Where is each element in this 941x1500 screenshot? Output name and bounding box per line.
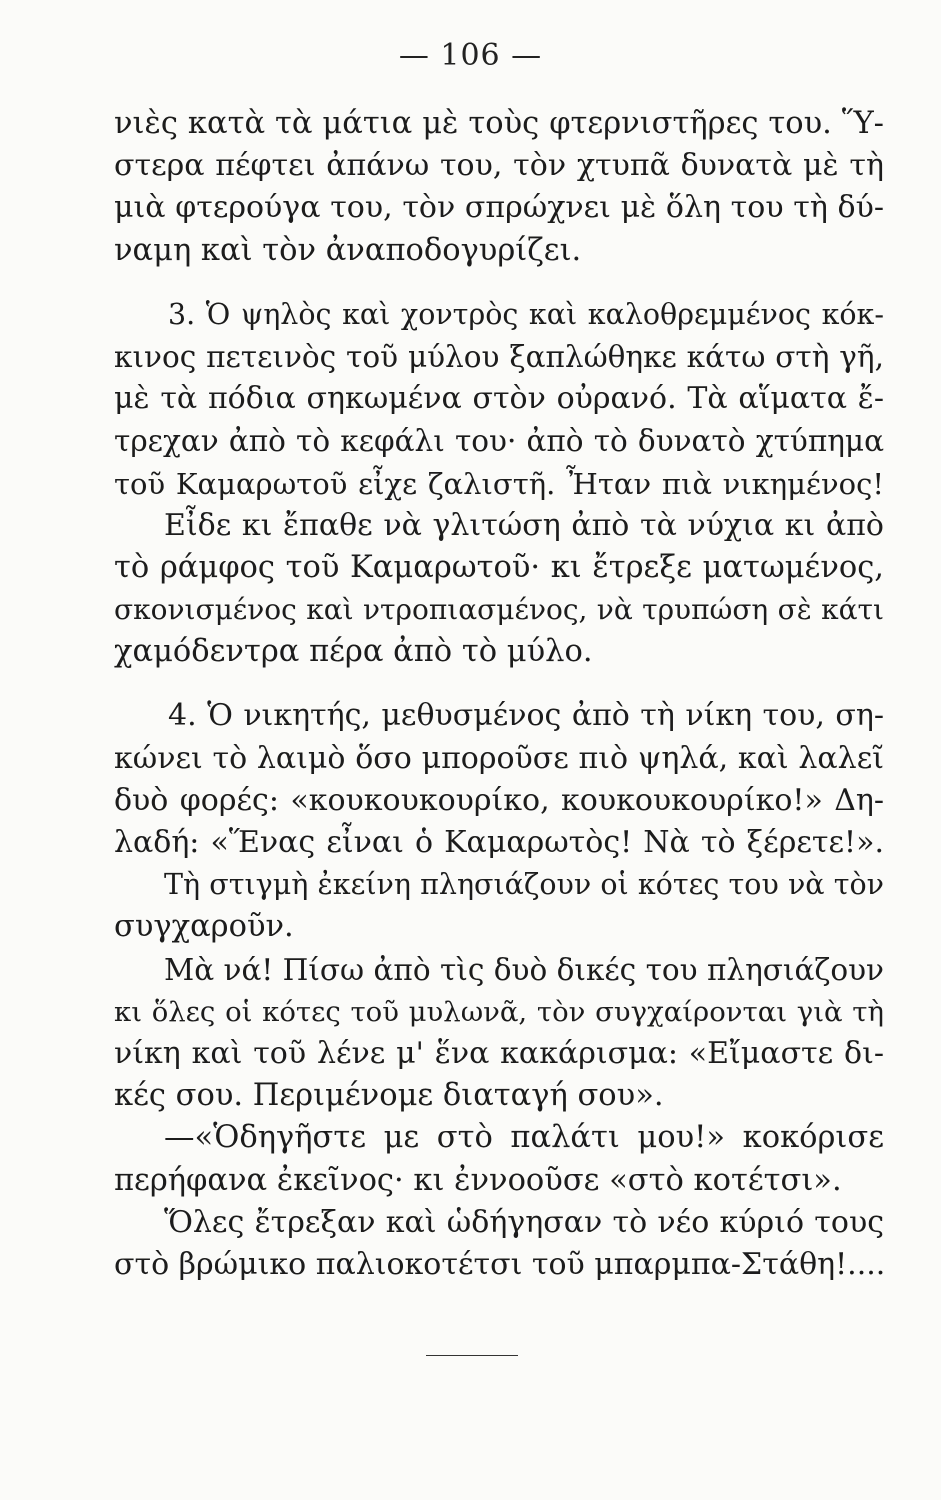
text-line: Εἶδε κι ἔπαθε νὰ γλιτώση ἀπὸ τὰ νύχια κι ἀπὸ xyxy=(164,507,884,543)
text-line: μιὰ φτερούγα του, τὸν σπρώχνει μὲ ὅλη του τὴ δύ- xyxy=(114,190,884,226)
page-number: — 106 — xyxy=(398,38,543,73)
text-line: 3. Ὁ ψηλὸς καὶ χοντρὸς καὶ καλοθρεμμένος κόκ- xyxy=(168,297,884,331)
text-line: συγχαροῦν. xyxy=(114,909,294,945)
text-line: Τὴ στιγμὴ ἐκείνη πλησιάζουν οἱ κότες του νὰ τὸν xyxy=(164,868,884,902)
text-line: σκονισμένος καὶ ντροπιασμένος, νὰ τρυπώση σὲ κάτι xyxy=(114,593,884,627)
text-line: λαδή: «Ἕνας εἶναι ὁ Καμαρωτὸς! Νὰ τὸ ξέρετε!». xyxy=(114,825,884,860)
text-line: Μὰ νά! Πίσω ἀπὸ τὶς δυὸ δικές του πλησιάζουν xyxy=(164,952,884,987)
text-line: μὲ τὰ πόδια σηκωμένα στὸν οὐρανό. Τὰ αἵματα ἔ- xyxy=(114,381,884,417)
text-line: κι ὅλες οἱ κότες τοῦ μυλωνᾶ, τὸν συγχαίρονται γιὰ τὴ xyxy=(114,995,884,1028)
text-line: κώνει τὸ λαιμὸ ὅσο μποροῦσε πιὸ ψηλά, καὶ λαλεῖ xyxy=(114,740,884,776)
text-line: τὸ ράμφος τοῦ Καμαρωτοῦ· κι ἔτρεξε ματωμένος, xyxy=(114,549,884,585)
text-line: τρεχαν ἀπὸ τὸ κεφάλι του· ἀπὸ τὸ δυνατὸ χτύπημα xyxy=(114,424,884,459)
text-line: στὸ βρώμικο παλιοκοτέτσι τοῦ μπαρμπα-Στάθη!.... xyxy=(114,1246,886,1282)
text-line: κές σου. Περιμένομε διαταγή σου». xyxy=(114,1078,664,1114)
text-line: νίκη καὶ τοῦ λένε μ' ἕνα κακάρισμα: «Εἴμαστε δι- xyxy=(114,1035,884,1071)
text-line: τοῦ Καμαρωτοῦ εἶχε ζαλιστῆ. Ἦταν πιὰ νικημένος! xyxy=(114,466,884,501)
end-rule xyxy=(426,1355,518,1356)
text-line: 4. Ὁ νικητής, μεθυσμένος ἀπὸ τὴ νίκη του, ση- xyxy=(168,698,884,734)
text-line: Ὅλες ἔτρεξαν καὶ ὡδήγησαν τὸ νέο κύριό τους xyxy=(164,1204,884,1240)
text-line: ναμη καὶ τὸν ἀναποδογυρίζει. xyxy=(114,232,582,268)
text-line: στερα πέφτει ἀπάνω του, τὸν χτυπᾶ δυνατὰ μὲ τὴ xyxy=(114,148,884,184)
text-line: —«Ὁδηγῆστε με στὸ παλάτι μου!» κοκόρισε xyxy=(164,1120,884,1156)
text-line: δυὸ φορές: «κουκουκουρίκο, κουκουκουρίκο!» Δη- xyxy=(114,782,884,818)
text-line: κινος πετεινὸς τοῦ μύλου ξαπλώθηκε κάτω στὴ γῆ, xyxy=(114,339,884,374)
text-line: χαμόδεντρα πέρα ἀπὸ τὸ μύλο. xyxy=(114,634,593,670)
page-body xyxy=(114,103,884,1286)
text-line: νιὲς κατὰ τὰ μάτια μὲ τοὺς φτερνιστῆρες του. Ὕ- xyxy=(114,106,884,141)
text-line: περήφανα ἐκεῖνος· κι ἐννοοῦσε «στὸ κοτέτσι». xyxy=(114,1162,842,1198)
